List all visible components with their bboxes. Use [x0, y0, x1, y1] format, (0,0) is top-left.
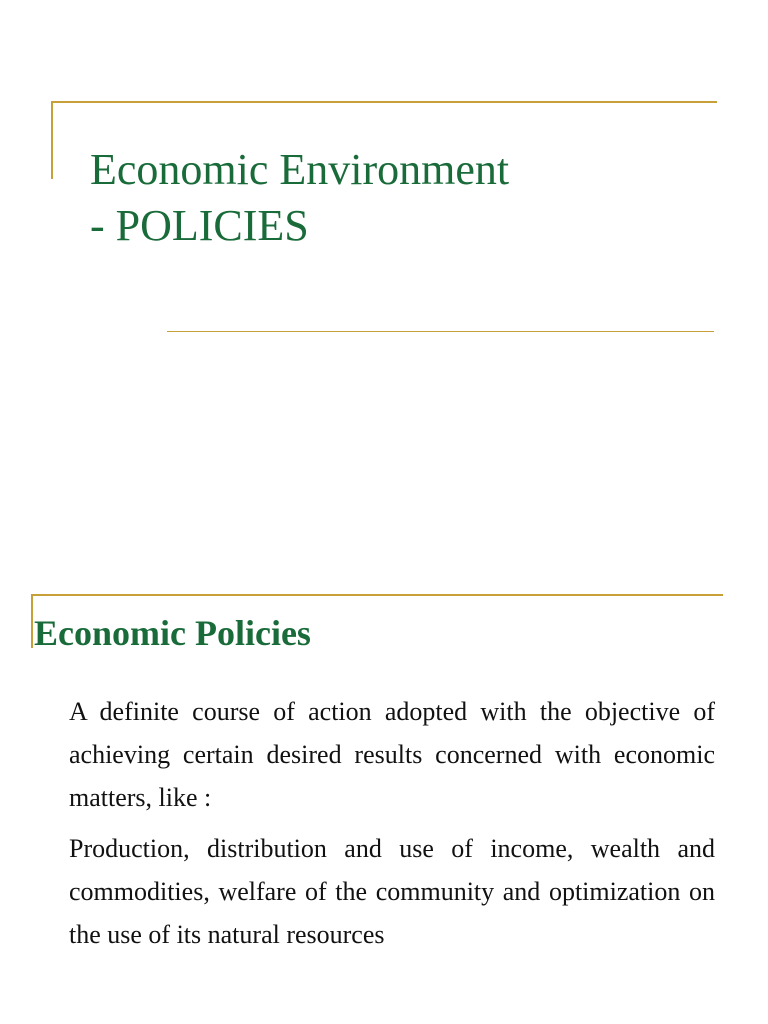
slide-title-line-2: - POLICIES	[90, 201, 309, 250]
body-paragraph: A definite course of action adopted with the objective of achieving certain desired results concerned with economic matters, like :	[69, 697, 715, 812]
content-slide	[0, 580, 768, 1024]
slide-title-line-1: Economic Environment	[90, 145, 510, 194]
title-underline	[167, 331, 714, 332]
content-body	[69, 690, 715, 964]
content-heading: Economic Policies	[34, 613, 311, 653]
body-paragraph: Production, distribution and use of income, wealth and commodities, welfare of the community and optimization on the use of its natural resources	[69, 834, 715, 949]
title-frame-left-line	[51, 101, 53, 179]
content-frame-top-line	[31, 594, 723, 596]
slide-title	[90, 142, 710, 254]
content-frame-left-line	[31, 594, 33, 648]
title-frame-top-line	[51, 101, 717, 103]
